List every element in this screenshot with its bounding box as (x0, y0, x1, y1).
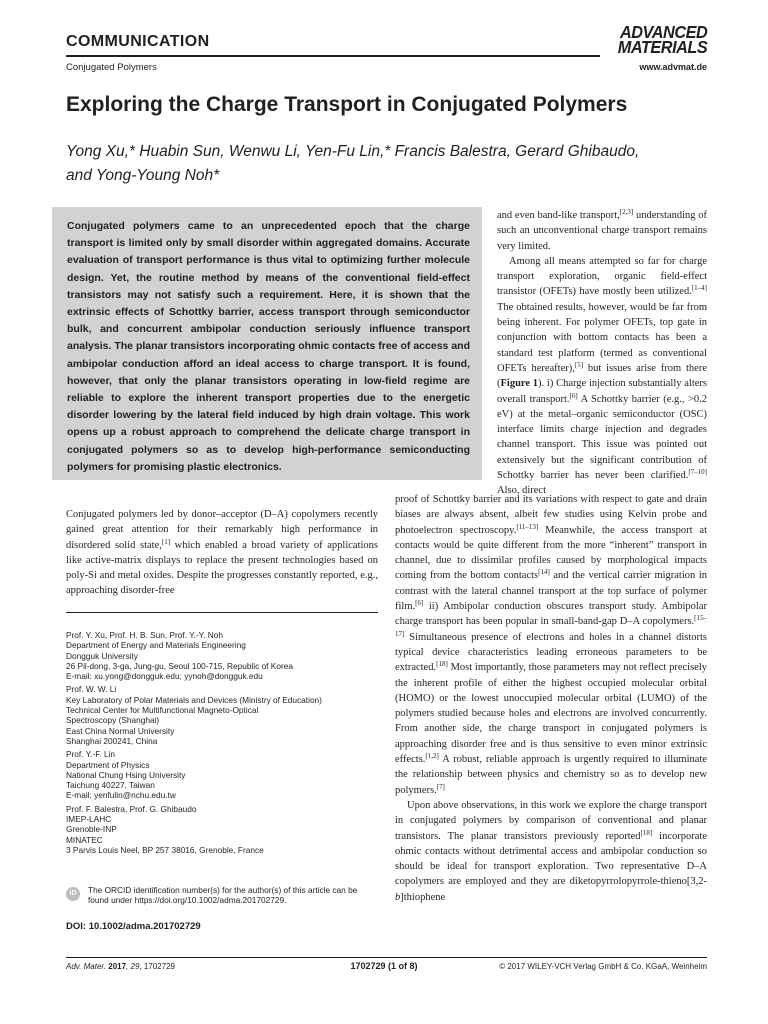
email[interactable]: E-mail: xu.yong@dongguk.edu; yynoh@dongguk.edu (66, 671, 263, 682)
affiliation-block: Prof. F. Balestra, Prof. G. Ghibaudo IMEP-LAHC Grenoble-INP MINATEC 3 Parvis Louis Neel, BP 257 38016, Grenoble, France (66, 803, 264, 855)
paragraph: proof of Schottky barrier and its variations with respect to gate and drain biases are always absent, albeit few studies using Kelvin probe and photoelectron spectroscopy.[11–13] Meanwhile, the access transport at contacts would be quite different from the more “inherent” transport in channel, due to dissimilar profiles caused by morphological impacts coming from the bottom contacts[14] and the vertical carrier migration in contrast with the lateral channel transport at the top surface of polymer film.[6] ii) Ambipolar conduction obscures transport study. Ambipolar charge transport has been popular in small-band-gap D–A copolymers.[15–17] Simultaneous presence of electrons and holes in a channel distorts typical device characteristics leading erroneous parameters to be extracted.[18] Most importantly, those parameters may not reflect precisely the inherent profile of either the highest occupied molecular orbital (HOMO) or the lowest unoccupied molecular orbital (LUMO) of the polymers studied because holes and electrons are involved concurrently. From another side, the charge transport in conjugated polymers is approaching disorder free and is thus sensitive to even minor extrinsic effects.[1,2] A robust, reliable approach is urgently required to illuminate the relationship between physics and chemistry so as to develop new polymers.[7] (395, 494, 707, 796)
citation[interactable]: [14] (538, 568, 550, 577)
section-label: COMMUNICATION (66, 33, 210, 50)
citation[interactable]: [6] (415, 599, 424, 608)
citation[interactable]: [1,2] (425, 752, 439, 761)
journal-logo (617, 22, 707, 57)
citation[interactable]: [2,3] (619, 208, 634, 216)
author-line-1: Yong Xu,* Huabin Sun, Wenwu Li, Yen-Fu Lin,* Francis Balestra, Gerard Ghibaudo, (66, 143, 640, 160)
journal-logo-line1: ADVANCED (619, 22, 707, 42)
article-title: Exploring the Charge Transport in Conjugated Polymers (66, 93, 628, 116)
author-list (66, 140, 706, 188)
paragraph: Upon above observations, in this work we explore the charge transport in conjugated polymers by comparison of conventional and planar transistors. The planar transistors previously reported[18] incorporate ohmic contacts without detrimental access and ambipolar conduction so should be ideal for transport exploration. Two representative D–A copolymers are employed and they are diketopyrrolopyrrole-thieno[3,2-b]thiophene (395, 799, 707, 903)
body-left (66, 507, 378, 599)
affiliation-block: Prof. Y.-F. Lin Department of Physics National Chung Hsing University Taichung 40227, Taiwan E-mail: yenfulin@nchu.edu.tw (66, 749, 378, 800)
figure-reference[interactable]: Figure 1 (500, 378, 539, 390)
paragraph: Conjugated polymers led by donor–acceptor (D–A) copolymers recently gained great attention for their remarkably high performance in disordered solid state,[1] which enabled a broad variety of applications like active-matrix displays to replace the present technologies based on poly-Si and metal oxides. Despite the progresses constantly reported, e.g., approaching disorder-free (66, 509, 378, 597)
orcid-icon[interactable]: iD (66, 887, 80, 901)
citation[interactable]: [1–4] (691, 284, 707, 293)
orcid-text[interactable]: The ORCID identification number(s) for the author(s) of this article can be found under https://doi.org/10.1002/adma.201702729. (88, 885, 358, 906)
affiliation-block: Prof. Y. Xu, Prof. H. B. Sun, Prof. Y.-Y. Noh Department of Energy and Materials Engineering Dongguk University 26 Pil-dong, 3-ga, Jung-gu, Seoul 100-715, Republic of Korea E-mail: xu.yong@dongguk.edu; yynoh@dongguk.edu (66, 630, 378, 681)
orcid-note (66, 885, 378, 906)
citation[interactable]: [7] (436, 782, 445, 791)
citation[interactable]: [1] (161, 537, 171, 546)
footer-citation: Adv. Mater. 2017, 29, 1702729 (66, 962, 175, 971)
footnote-rule (66, 612, 378, 613)
citation[interactable]: [18] (436, 660, 448, 669)
affiliations (66, 630, 378, 858)
body-right-top (497, 208, 707, 499)
paragraph: and even band-like transport,[2,3] understanding of such an unconventional charge transport remains very limited. (497, 208, 707, 252)
page-number: 1702729 (1 of 8) (350, 961, 418, 971)
abstract-box: Conjugated polymers came to an unprecedented epoch that the charge transport is limited only by small disorder within aggregated domains. Accurate evaluation of transport performance is thus vital to optimizing further molecule design. Yet, the routine method by means of the conventional field-effect transistors may not satisfy such a requirement. Here, it is shown that the extrinsic effects of Schottky barrier, access transport through semiconductor bulk, and concurrent ambipolar conduction seriously influence transport analysis. The planar transistors incorporating ohmic contacts free of access and ambipolar conduction afford an ideal access to charge transport. It is found, however, that only the planar transistors operating in low-field regime are reliable to explore the inherent transport properties due to the energetic disorder lowering by the lateral field induced by high drain voltage. This work opens up a robust approach to comprehend the delicate charge transport in conjugated polymers so as to develop high-performance semiconducting polymers for promising plastic electronics. (52, 207, 482, 480)
copyright: © 2017 WILEY-VCH Verlag GmbH & Co. KGaA, Weinheim (499, 962, 707, 971)
journal-logo-line2: MATERIALS (617, 37, 707, 57)
author-line-2: and Yong-Young Noh* (66, 167, 220, 184)
body-right (395, 492, 707, 905)
footer-rule (66, 957, 707, 958)
header-rule (66, 55, 600, 57)
email[interactable]: E-mail: yenfulin@nchu.edu.tw (66, 790, 176, 801)
journal-url[interactable]: www.advmat.de (639, 62, 707, 72)
citation[interactable]: [11–13] (516, 522, 539, 531)
doi[interactable]: DOI: 10.1002/adma.201702729 (66, 921, 201, 932)
affiliation-block: Prof. W. W. Li Key Laboratory of Polar Materials and Devices (Ministry of Education) Technical Center for Multifunctional Magneto-Optical Spectroscopy (Shanghai) East China Normal University Shanghai 200241, China (66, 684, 322, 746)
paragraph: Among all means attempted so far for charge transport exploration, organic field-effect transistor (OFETs) have mostly been utilized.[1–4] The obtained results, however, would be far from being inherent. For polymer OFETs, top gate in conjunction with bottom contacts has been a standard test platform (termed as conventional OFETs hereafter),[5] but issues arise from there (Figure 1). i) Charge injection substantially alters overall transport.[6] A Schottky barrier (e.g., >0.2 eV) at the metal–organic semiconductor (OSC) interface limits charge injection and degrades channel transport. This issue was pointed out extensively but the significant contribution of Schottky barrier has never been clarified.[7–10] Also, direct (497, 255, 707, 497)
citation[interactable]: [6] (569, 391, 578, 400)
citation[interactable]: [7–10] (688, 468, 707, 477)
citation[interactable]: [15–17] (395, 614, 707, 638)
subsection-label: Conjugated Polymers (66, 62, 157, 73)
citation[interactable]: [18] (640, 828, 653, 837)
citation[interactable]: [5] (574, 360, 584, 369)
